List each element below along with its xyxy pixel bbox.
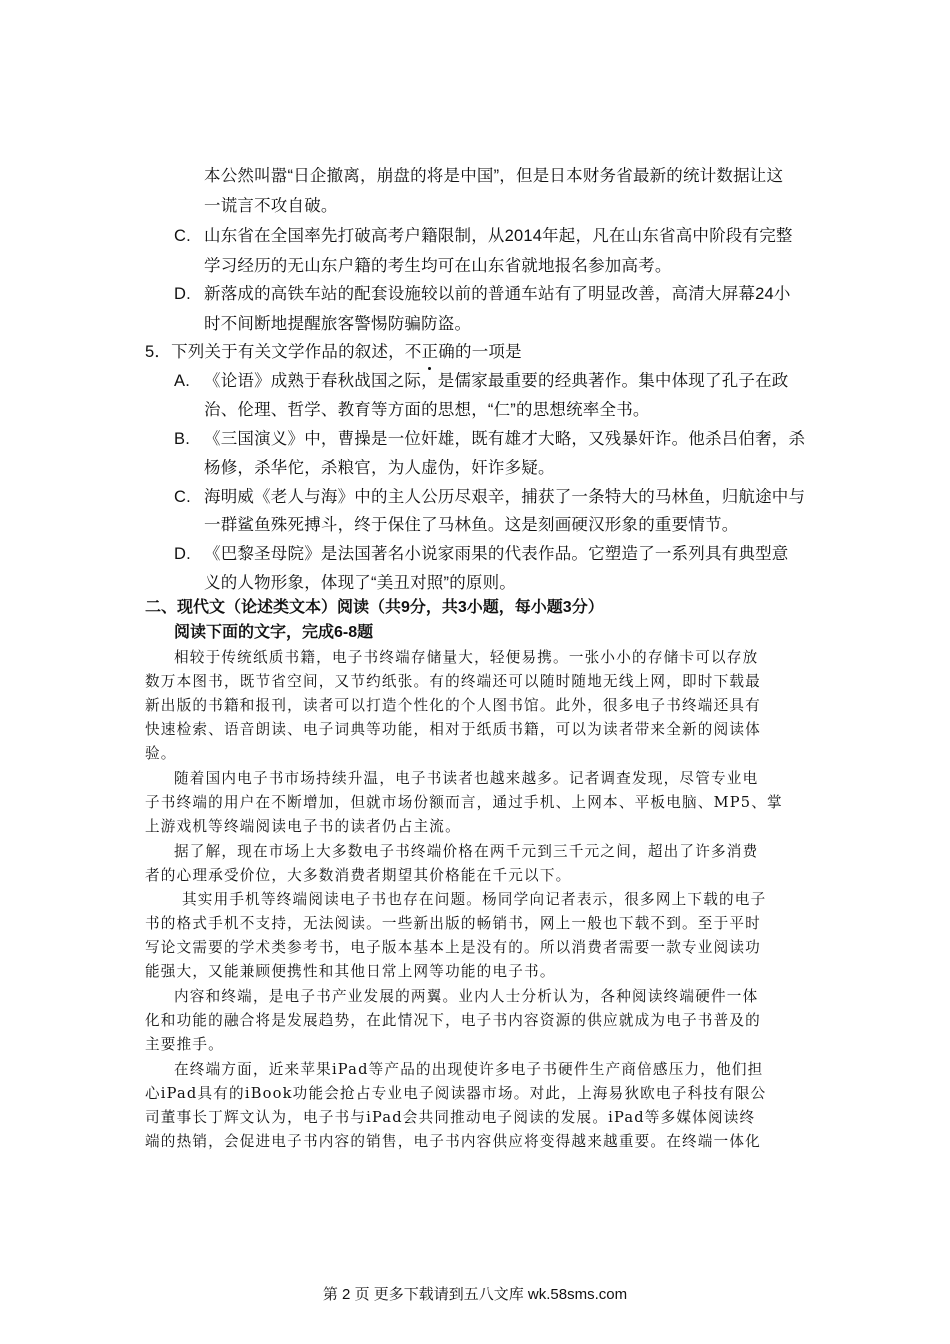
passage-line: 新出版的书籍和报刊，读者可以打造个性化的个人图书馆。此外，很多电子书终端还具有: [145, 697, 761, 714]
passage-line: 上游戏机等终端阅读电子书的读者仍占主流。: [145, 818, 461, 835]
option-d-letter: D.: [174, 285, 191, 303]
passage-line: 数万本图书，既节省空间，又节约纸张。有的终端还可以随时随地无线上网，即时下载最: [145, 673, 761, 690]
q5-option-a-letter: A.: [174, 372, 190, 390]
option-c-letter: C.: [174, 227, 191, 245]
q5-stem-before: 5．下列关于有关文学作品的叙述，: [145, 343, 405, 361]
passage-line: 司董事长丁辉文认为，电子书与iPad会共同推动电子阅读的发展。iPad等多媒体阅读终: [145, 1109, 756, 1126]
passage-line: 化和功能的融合将是发展趋势，在此情况下，电子书内容资源的供应就成为电子书普及的: [145, 1012, 761, 1029]
option-b-line-2: 一谎言不攻自破。: [204, 197, 338, 215]
q5-option-a-line-1: 《论语》成熟于春秋战国之际，是儒家最重要的经典著作。集中体现了孔子在政: [204, 372, 789, 390]
section-2-heading: 二、现代文（论述类文本）阅读（共9分，共3小题，每小题3分）: [145, 599, 604, 616]
passage-line: 快速检索、语音朗读、电子词典等功能，相对于纸质书籍，可以为读者带来全新的阅读体: [145, 721, 761, 738]
q5-option-b-line-1: 《三国演义》中，曹操是一位奸雄，既有雄才大略，又残暴奸诈。他杀吕伯奢，杀: [204, 430, 806, 448]
q5-option-c-letter: C.: [174, 488, 191, 506]
option-d-line-2: 时不间断地提醒旅客警惕防骗防盗。: [204, 315, 472, 333]
question-5-stem: [145, 340, 522, 364]
passage-line: 验。: [145, 745, 177, 762]
q5-option-d-letter: D.: [174, 545, 191, 563]
passage-line: 相较于传统纸质书籍，电子书终端存储量大，轻便易携。一张小小的存储卡可以存放: [174, 649, 759, 666]
passage-line: 能强大，又能兼顾便携性和其他日常上网等功能的电子书。: [145, 963, 556, 980]
passage-line: 端的热销，会促进电子书内容的销售，电子书内容供应将变得越来越重要。在终端一体化: [145, 1133, 761, 1150]
passage-line: 书的格式手机不支持，无法阅读。一些新出版的畅销书，网上一般也下载不到。至于平时: [145, 915, 761, 932]
q5-option-b-line-2: 杨修，杀华佗，杀粮官，为人虚伪，奸诈多疑。: [204, 459, 555, 477]
passage-line: 据了解，现在市场上大多数电子书终端价格在两千元到三千元之间，超出了许多消费: [174, 843, 759, 860]
passage-line: 随着国内电子书市场持续升温，电子书读者也越来越多。记者调查发现，尽管专业电: [174, 770, 759, 787]
option-d-line-1: 新落成的高铁车站的配套设施较以前的普通车站有了明显改善，高清大屏幕24小: [204, 285, 791, 303]
q5-stem-after: 的一项是: [455, 343, 522, 361]
option-c-line-1: 山东省在全国率先打破高考户籍限制，从2014年起，凡在山东省高中阶段有完整: [204, 227, 793, 245]
page-footer[interactable]: 第 2 页 更多下载请到五八文库 wk.58sms.com: [322, 1286, 628, 1303]
passage-line: 写论文需要的学术类参考书，电子版本基本上是没有的。所以消费者需要一款专业阅读功: [145, 939, 761, 956]
q5-option-a-line-2: 治、伦理、哲学、教育等方面的思想，“仁”的思想统率全书。: [204, 401, 650, 419]
passage-line: 其实用手机等终端阅读电子书也存在问题。杨同学向记者表示，很多网上下载的电子: [182, 891, 767, 908]
passage-line: 者的心理承受价位，大多数消费者期望其价格能在千元以下。: [145, 867, 572, 884]
q5-option-b-letter: B.: [174, 430, 190, 448]
passage-line: 在终端方面，近来苹果iPad等产品的出现使许多电子书硬件生产商倍感压力，他们担: [174, 1061, 764, 1078]
option-b-line-1: 本公然叫嚣“日企撤离，崩盘的将是中国”，但是日本财务省最新的统计数据让这: [204, 167, 784, 185]
passage-line: 心iPad具有的iBook功能会抢占专业电子阅读器市场。对此，上海易狄欧电子科技有限公: [145, 1085, 767, 1102]
q5-option-c-line-1: 海明威《老人与海》中的主人公历尽艰辛，捕获了一条特大的马林鱼，归航途中与: [204, 488, 806, 506]
q5-option-d-line-1: 《巴黎圣母院》是法国著名小说家雨果的代表作品。它塑造了一系列具有典型意: [204, 545, 789, 563]
section-2-subheading: 阅读下面的文字，完成6-8题: [174, 624, 374, 641]
passage-line: 主要推手。: [145, 1036, 224, 1053]
q5-option-d-line-2: 义的人物形象，体现了“美丑对照”的原则。: [204, 574, 516, 592]
passage-line: 子书终端的用户在不断增加，但就市场份额而言，通过手机、上网本、平板电脑、MP5、掌: [145, 794, 783, 811]
q5-stem-emphasis: 不正确: [405, 340, 455, 364]
q5-option-c-line-2: 一群鲨鱼殊死搏斗，终于保住了马林鱼。这是刻画硬汉形象的重要情节。: [204, 516, 739, 534]
passage-line: 内容和终端，是电子书产业发展的两翼。业内人士分析认为，各种阅读终端硬件一体: [174, 988, 759, 1005]
option-c-line-2: 学习经历的无山东户籍的考生均可在山东省就地报名参加高考。: [204, 257, 672, 275]
